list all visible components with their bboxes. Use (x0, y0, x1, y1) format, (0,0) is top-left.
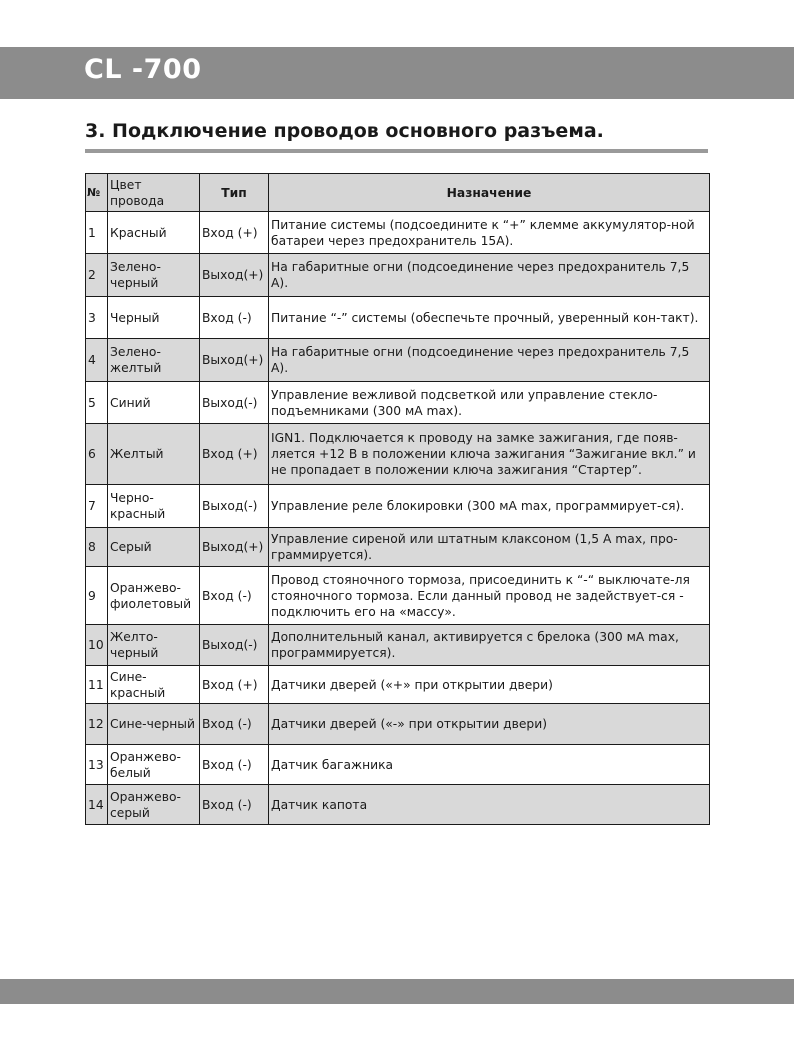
cell-purpose: Датчики дверей («+» при открытии двери) (269, 666, 710, 704)
cell-wire-color: Желто-черный (108, 625, 200, 666)
table-row (86, 382, 710, 424)
cell-purpose: Управление реле блокировки (300 мА max, программирует-ся). (269, 485, 710, 528)
cell-type: Выход(-) (200, 382, 269, 424)
cell-purpose: Дополнительный канал, активируется с брелока (300 мА max, программируется). (269, 625, 710, 666)
cell-number: 4 (86, 339, 108, 382)
cell-wire-color: Зелено-желтый (108, 339, 200, 382)
section-divider (85, 149, 708, 153)
cell-type: Вход (-) (200, 745, 269, 785)
column-header-color: Цвет провода (108, 174, 200, 212)
cell-purpose: Провод стояночного тормоза, присоединить к “-“ выключате-ля стояночного тормоза. Если данный провод не задействует-ся - подключить его на «массу». (269, 567, 710, 625)
table-row (86, 339, 710, 382)
table-row (86, 212, 710, 254)
cell-wire-color: Сине-красный (108, 666, 200, 704)
table-row (86, 254, 710, 297)
cell-wire-color: Красный (108, 212, 200, 254)
cell-purpose: Управление вежливой подсветкой или управление стекло-подъемниками (300 мА max). (269, 382, 710, 424)
cell-type: Вход (-) (200, 567, 269, 625)
wire-connection-table (85, 173, 710, 825)
cell-wire-color: Сине-черный (108, 704, 200, 745)
table-row (86, 297, 710, 339)
table-row (86, 567, 710, 625)
table-row (86, 424, 710, 485)
cell-wire-color: Синий (108, 382, 200, 424)
cell-purpose: На габаритные огни (подсоединение через предохранитель 7,5 А). (269, 254, 710, 297)
cell-type: Вход (+) (200, 424, 269, 485)
column-header-number: № (86, 174, 108, 212)
cell-number: 1 (86, 212, 108, 254)
table-row (86, 704, 710, 745)
cell-number: 12 (86, 704, 108, 745)
cell-wire-color: Серый (108, 528, 200, 567)
cell-purpose: Питание системы (подсоедините к “+” клемме аккумулятор-ной батареи через предохранитель 15А). (269, 212, 710, 254)
cell-purpose: IGN1. Подключается к проводу на замке зажигания, где появ-ляется +12 В в положении ключа зажигания “Зажигание вкл.” и не пропадает в положении ключа зажигания “Стартер”. (269, 424, 710, 485)
cell-number: 3 (86, 297, 108, 339)
cell-number: 5 (86, 382, 108, 424)
table-row (86, 625, 710, 666)
cell-type: Вход (+) (200, 666, 269, 704)
cell-type: Вход (-) (200, 785, 269, 825)
cell-number: 13 (86, 745, 108, 785)
cell-purpose: На габаритные огни (подсоединение через предохранитель 7,5 А). (269, 339, 710, 382)
table-row (86, 528, 710, 567)
table-row (86, 666, 710, 704)
cell-type: Выход(+) (200, 528, 269, 567)
cell-number: 10 (86, 625, 108, 666)
cell-type: Вход (-) (200, 297, 269, 339)
cell-wire-color: Оранжево-белый (108, 745, 200, 785)
cell-number: 7 (86, 485, 108, 528)
cell-type: Выход(-) (200, 485, 269, 528)
cell-wire-color: Желтый (108, 424, 200, 485)
table-row (86, 745, 710, 785)
cell-purpose: Управление сиреной или штатным клаксоном (1,5 А max, про-граммируется). (269, 528, 710, 567)
cell-wire-color: Черный (108, 297, 200, 339)
page-header-title: CL -700 (84, 54, 202, 85)
cell-number: 6 (86, 424, 108, 485)
cell-wire-color: Оранжево-серый (108, 785, 200, 825)
column-header-purpose: Назначение (269, 174, 710, 212)
table-row (86, 485, 710, 528)
cell-type: Выход(+) (200, 339, 269, 382)
cell-purpose: Питание “-” системы (обеспечьте прочный, уверенный кон-такт). (269, 297, 710, 339)
table-header-row (86, 174, 710, 212)
cell-purpose: Датчик капота (269, 785, 710, 825)
table-row (86, 785, 710, 825)
cell-number: 14 (86, 785, 108, 825)
cell-number: 2 (86, 254, 108, 297)
cell-wire-color: Зелено-черный (108, 254, 200, 297)
cell-number: 11 (86, 666, 108, 704)
table-body (86, 212, 710, 825)
cell-type: Выход(-) (200, 625, 269, 666)
cell-wire-color: Черно-красный (108, 485, 200, 528)
column-header-type: Тип (200, 174, 269, 212)
cell-purpose: Датчик багажника (269, 745, 710, 785)
cell-type: Выход(+) (200, 254, 269, 297)
cell-purpose: Датчики дверей («-» при открытии двери) (269, 704, 710, 745)
cell-number: 8 (86, 528, 108, 567)
header-band (0, 47, 794, 99)
cell-type: Вход (-) (200, 704, 269, 745)
cell-type: Вход (+) (200, 212, 269, 254)
section-title: 3. Подключение проводов основного разъема. (85, 120, 604, 142)
cell-number: 9 (86, 567, 108, 625)
cell-wire-color: Оранжево-фиолетовый (108, 567, 200, 625)
footer-band (0, 979, 794, 1004)
